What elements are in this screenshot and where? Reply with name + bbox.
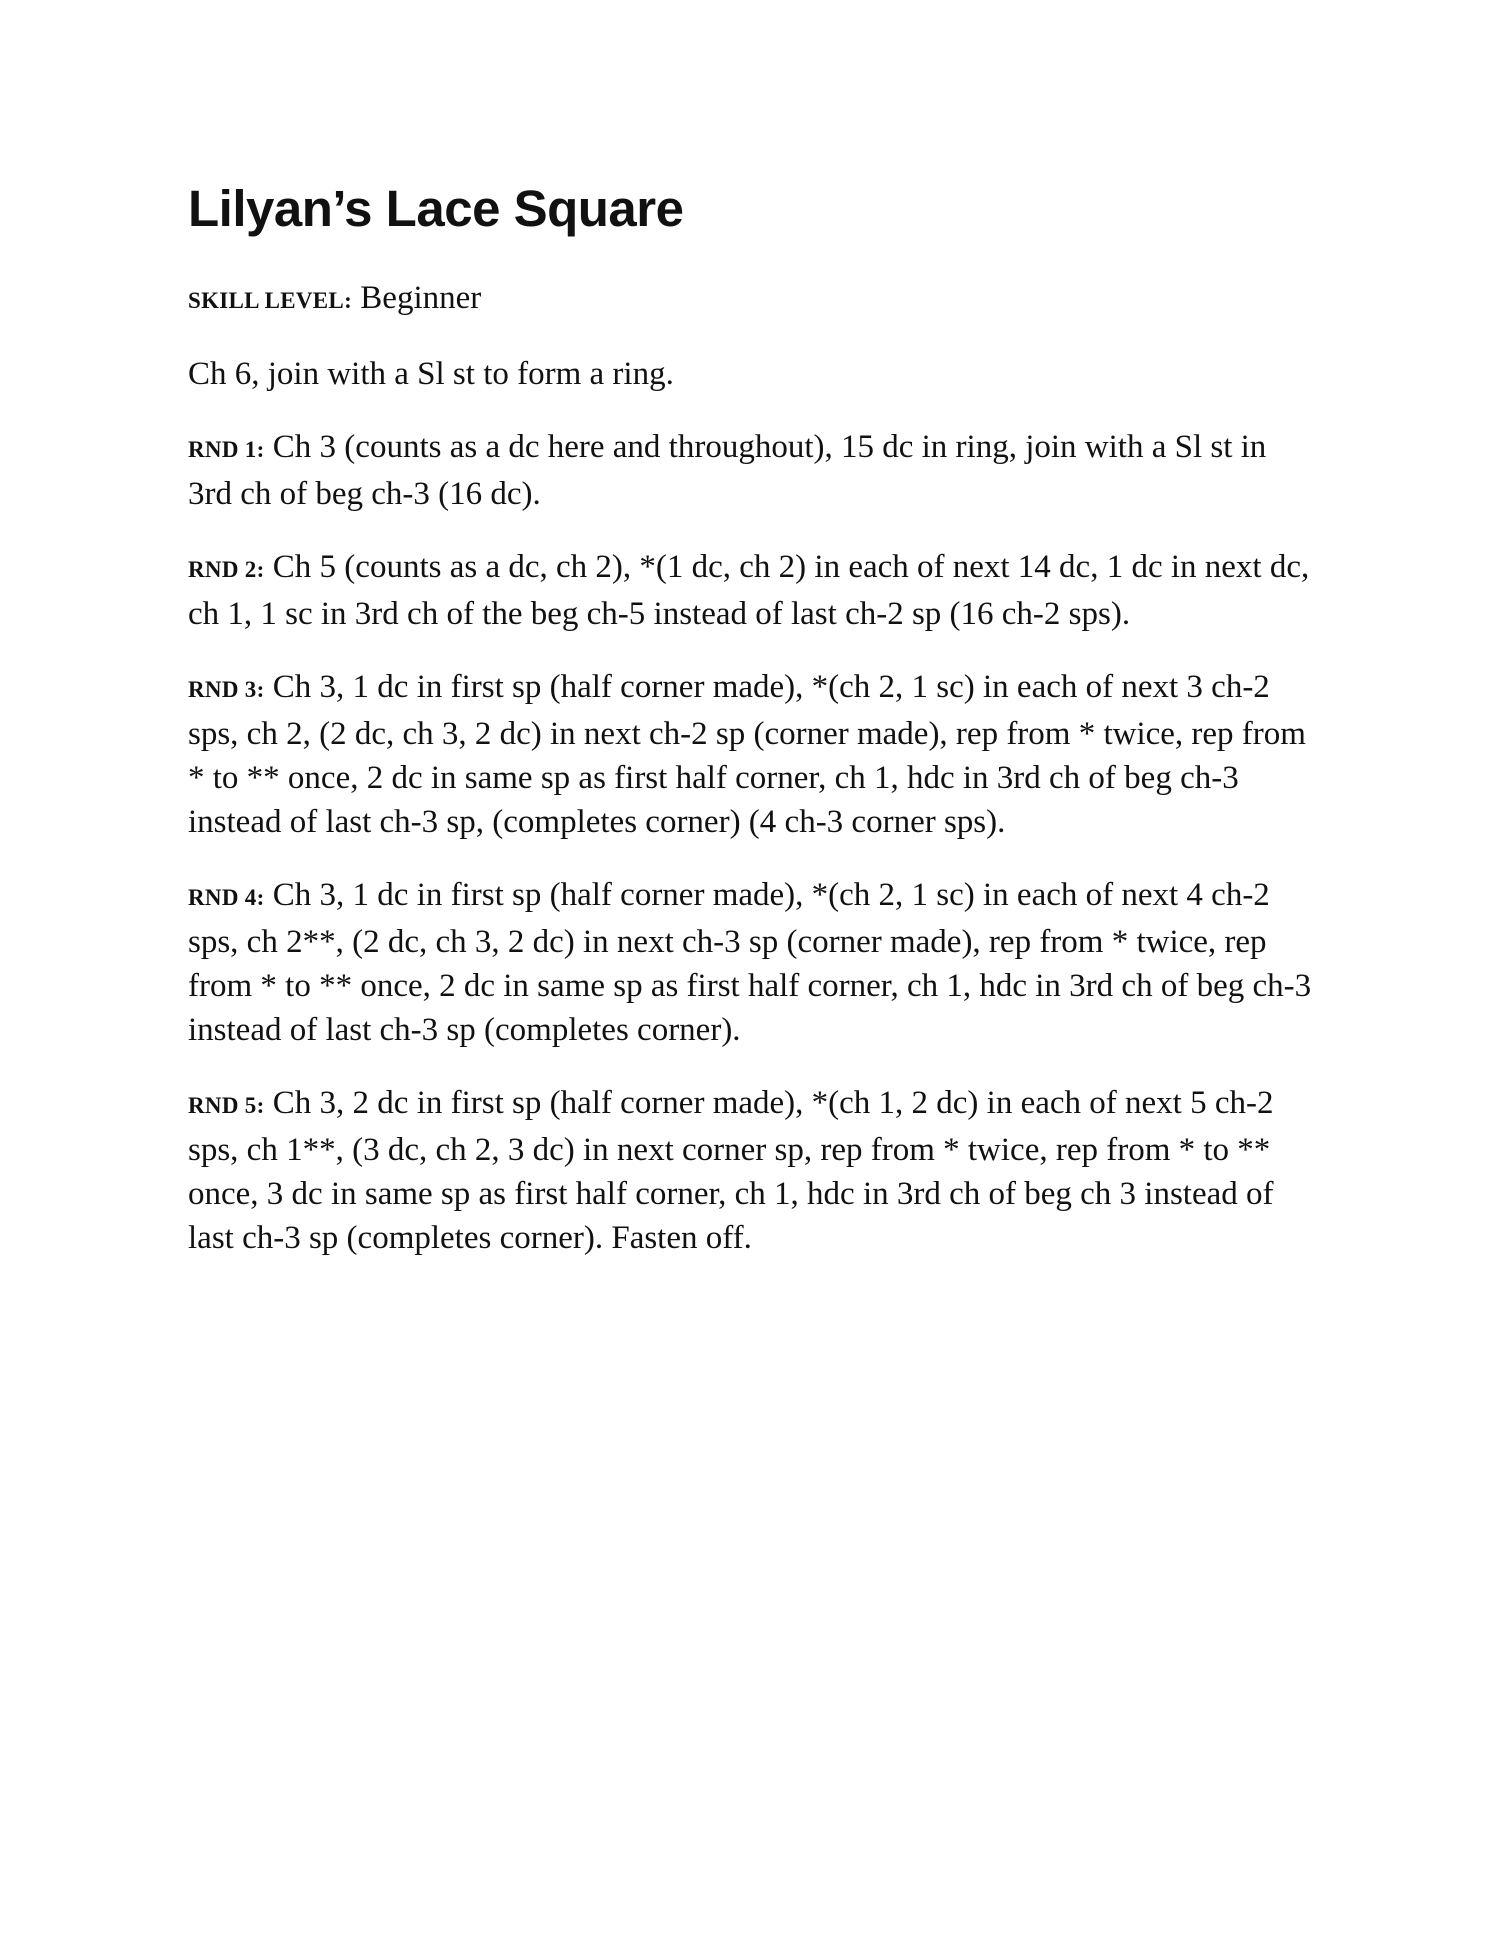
skill-level-label: SKILL LEVEL: [188, 288, 353, 313]
round-1 [188, 425, 1318, 516]
round-4-text: Ch 3, 1 dc in first sp (half corner made), *(ch 2, 1 sc) in each of next 4 ch-2 sps, ch 2**, (2 dc, ch 3, 2 dc) in next ch-3 sp (corner made), rep from * twice, rep from * to ** once, 2 dc in same sp as first half corner, ch 1, hdc in 3rd ch of beg ch-3 instead of last ch-3 sp (completes corner). [188, 877, 1312, 1048]
round-5-label: RND 5: [188, 1093, 265, 1118]
skill-level [188, 276, 1318, 323]
round-5-text: Ch 3, 2 dc in first sp (half corner made), *(ch 1, 2 dc) in each of next 5 ch-2 sps, ch 1**, (3 dc, ch 2, 3 dc) in next corner sp, rep from * twice, rep from * to ** once, 3 dc in same sp as first half corner, ch 1, hdc in 3rd ch of beg ch 3 instead of last ch-3 sp (completes corner). Fasten off. [188, 1085, 1274, 1256]
round-3 [188, 665, 1318, 844]
skill-level-value: Beginner [360, 280, 482, 316]
intro-instruction: Ch 6, join with a Sl st to form a ring. [188, 356, 674, 392]
round-2-label: RND 2: [188, 557, 265, 582]
page-title: Lilyan’s Lace Square [188, 180, 684, 237]
round-2-text: Ch 5 (counts as a dc, ch 2), *(1 dc, ch 2) in each of next 14 dc, 1 dc in next dc, ch 1, 1 sc in 3rd ch of the beg ch-5 instead of last ch-2 sp (16 ch-2 sps). [188, 549, 1310, 632]
round-3-label: RND 3: [188, 677, 265, 702]
pattern-content [188, 178, 1318, 1289]
round-5 [188, 1081, 1318, 1260]
round-1-label: RND 1: [188, 437, 265, 462]
round-4-label: RND 4: [188, 885, 265, 910]
round-4 [188, 873, 1318, 1052]
round-1-text: Ch 3 (counts as a dc here and throughout), 15 dc in ring, join with a Sl st in 3rd ch of beg ch-3 (16 dc). [188, 429, 1267, 512]
round-3-text: Ch 3, 1 dc in first sp (half corner made), *(ch 2, 1 sc) in each of next 3 ch-2 sps, ch 2, (2 dc, ch 3, 2 dc) in next ch-2 sp (corner made), rep from * twice, rep from * to ** once, 2 dc in same sp as first half corner, ch 1, hdc in 3rd ch of beg ch-3 instead of last ch-3 sp, (completes corner) (4 ch-3 corner sps). [188, 669, 1306, 840]
round-2 [188, 545, 1318, 636]
